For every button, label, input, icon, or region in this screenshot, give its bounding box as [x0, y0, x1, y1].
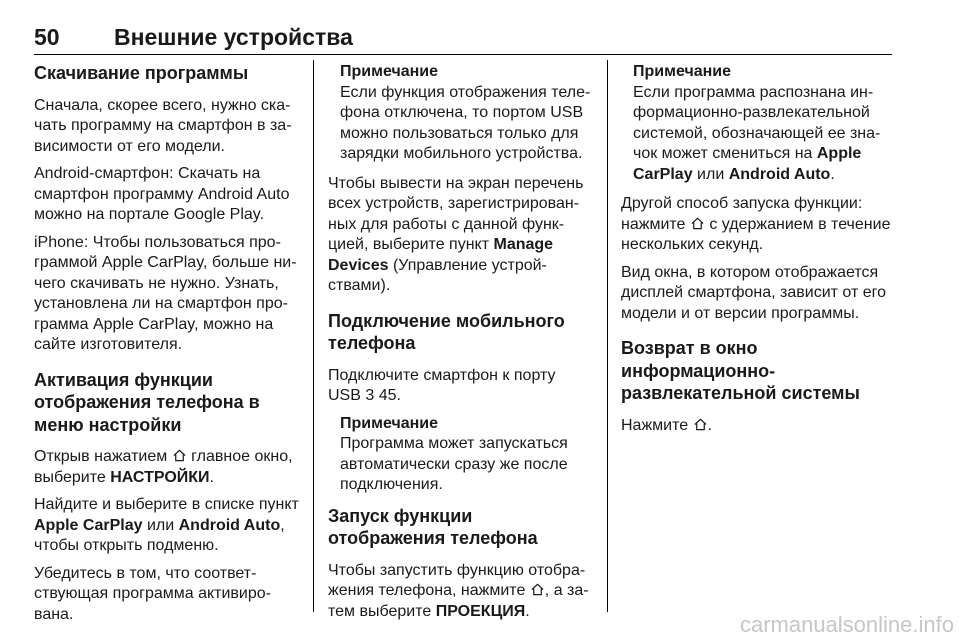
paragraph-find-item: Найдите и выберите в списке пункт Apple CarPlay или Android Auto, чтобы открыть подменю.: [34, 496, 299, 554]
note-icon-change: Примечание Если программа распознана информационно-развлекательной системой, обозначающей ее значок может смениться на Apple CarPlay или Android Auto.: [633, 62, 893, 185]
header-rule: [34, 54, 892, 55]
section-heading-activation: Активация функции отображения телефона в меню настройки: [34, 369, 260, 435]
home-icon: [693, 417, 708, 432]
section-heading-download: Скачивание программы: [34, 63, 249, 83]
paragraph-iphone: iPhone: Чтобы пользоваться программой Apple CarPlay, больше ничего скачивать не нужно. Узнать, установлена ли на смартфон программа Apple CarPlay, можно на сайте изготовителя.: [34, 233, 297, 353]
paragraph-press-home: Нажмите .: [621, 416, 713, 434]
note-text: Если функция отображения телефона отключена, то портом USB можно пользоваться только для зарядки мобильного устройства.: [340, 83, 591, 162]
home-icon: [530, 582, 545, 597]
paragraph-android: Android-смартфон: Скачать на смартфон программу Android Auto можно на портале Google Play.: [34, 165, 290, 223]
note-title: Примечание: [633, 63, 732, 80]
page-number: 50: [34, 24, 60, 50]
section-heading-return: Возврат в окно информационно-развлекательной системы: [621, 338, 860, 403]
page-reference: 3 45.: [365, 387, 401, 404]
note-usb-charging: [340, 62, 592, 165]
section-heading-start: Запуск функции отображения телефона: [328, 505, 538, 548]
page-header: [34, 24, 892, 54]
paragraph-ensure-active: Убедитесь в том, что соответствующая программа активирована.: [34, 564, 271, 623]
paragraph-open-settings: Открыв нажатием главное окно, выберите НАСТРОЙКИ.: [34, 448, 293, 486]
column-1: [34, 62, 302, 632]
paragraph-start-projection: Чтобы запустить функцию отображения телефона, нажмите , а затем выберите ПРОЕКЦИЯ.: [328, 561, 589, 620]
watermark: carmanualsonline.info: [739, 612, 954, 637]
paragraph-intro: Сначала, скорее всего, нужно скачать программу на смартфон в зависимости от его модели.: [34, 96, 292, 155]
note-title: Примечание: [340, 63, 439, 80]
paragraph-manage-devices: Чтобы вывести на экран перечень всех устройств, зарегистрированных для работы с данной функцией, выберите пункт Manage Devices (Управление устройствами).: [328, 174, 584, 294]
column-3: [621, 62, 893, 443]
paragraph-long-press: Другой способ запуска функции: нажмите с удержанием в течение нескольких секунд.: [621, 195, 891, 253]
page-title: Внешние устройства: [114, 24, 353, 50]
column-divider: [313, 60, 314, 612]
note-text: Программа может запускаться автоматически сразу же после подключения.: [340, 435, 568, 493]
paragraph-connect: Подключите смартфон к порту USB 3 45.: [328, 366, 556, 404]
home-icon: [172, 448, 187, 463]
section-heading-connect: Подключение мобильного телефона: [328, 310, 565, 353]
column-2: [328, 62, 592, 629]
column-divider: [607, 60, 608, 612]
paragraph-view-depends: Вид окна, в котором отображается дисплей смартфона, зависит от его модели и от версии программы.: [621, 263, 886, 322]
note-text: Если программа распознана информационно-развлекательной системой, обозначающей ее значок может смениться на: [633, 83, 881, 162]
note-title: Примечание: [340, 414, 439, 432]
home-icon: [690, 216, 705, 231]
note-autostart: [340, 414, 592, 496]
